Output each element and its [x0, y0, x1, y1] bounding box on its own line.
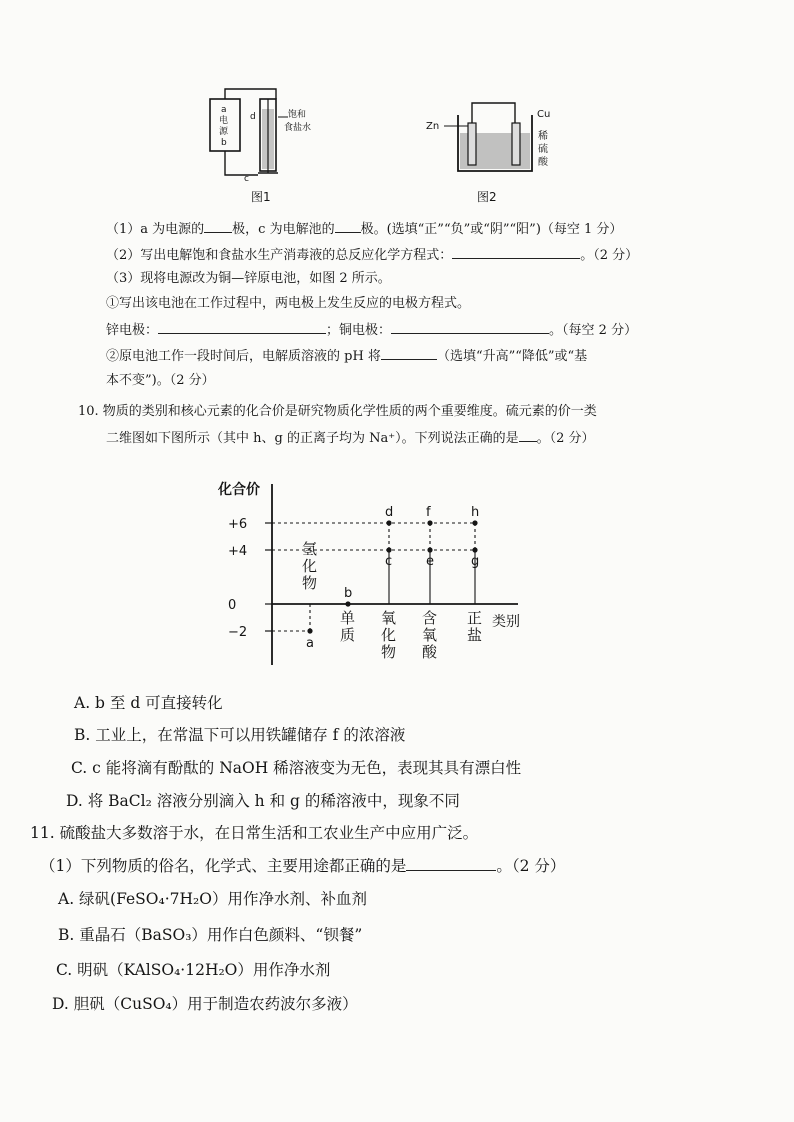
q10-stem-2: [106, 428, 595, 448]
chart-point-c: [386, 547, 391, 552]
answer-blank-q11[interactable]: [406, 857, 496, 871]
q10-stem-1: 10. 物质的类别和核心元素的化合价是研究物质化学性质的两个重要维度。硫元素的价一类: [78, 404, 597, 419]
answer-blank-equation[interactable]: [452, 245, 580, 259]
chart-point-g: [472, 547, 477, 552]
q11-option-a[interactable]: A. 绿矾(FeSO₄·7H₂O）用作净水剂、补血剂: [58, 890, 367, 908]
q9-part1-b: 极，c 为电解池的: [232, 222, 335, 237]
electrolysis-cell-diagram: [200, 85, 320, 200]
q9-part3-2b: （选填“升高”“降低”或“基: [436, 349, 588, 364]
source-letter-yuan: 源: [219, 127, 229, 137]
figure-1-caption: 图1: [251, 190, 271, 204]
chart-point-label-c: c: [385, 554, 393, 569]
solution-label-1: 饱和: [288, 110, 307, 120]
q11-stem: 11. 硫酸盐大多数溶于水，在日常生活和工农业生产中应用广泛。: [30, 824, 479, 842]
chart-point-label-a: a: [306, 636, 314, 651]
q9-each-2-points: 。（每空 2 分）: [549, 323, 638, 338]
label-c: c: [244, 174, 249, 184]
chart-point-f: [427, 520, 432, 525]
q11-option-c[interactable]: C. 明矾（KAlSO₄·12H₂O）用作净水剂: [56, 961, 331, 979]
source-letter-dian: 电: [219, 116, 229, 126]
chart-category-label: 氧: [422, 626, 438, 644]
chart-category-label: 物: [381, 643, 397, 661]
chart-point-label-h: h: [471, 505, 480, 520]
chart-point-h: [472, 520, 477, 525]
zinc-electrode-label: 锌电极：: [106, 323, 159, 338]
chart-point-a: [307, 628, 312, 633]
chart-category-label: 盐: [467, 626, 483, 644]
chart-x-axis-label: 类别: [492, 614, 520, 630]
q9-electrodes: [106, 320, 637, 340]
chart-y-tick-label: 0: [228, 598, 237, 613]
sulfur-valence-chart: [210, 470, 550, 680]
q10-option-a[interactable]: A. b 至 d 可直接转化: [74, 694, 223, 712]
q9-part2-end: 。（2 分）: [580, 248, 639, 263]
chart-category-label: 含: [422, 609, 438, 627]
chart-category-label: 物: [302, 574, 318, 592]
galvanic-cell-diagram: [420, 95, 560, 185]
q9-part1: [106, 219, 622, 239]
label-zn: Zn: [426, 121, 440, 132]
chart-y-tick-label: −2: [228, 625, 248, 640]
q9-part2-text: （2）写出电解饱和食盐水生产消毒液的总反应化学方程式：: [106, 248, 453, 263]
q9-part3-2c: 本不变”)。（2 分）: [106, 373, 215, 388]
q10-option-b[interactable]: B. 工业上，在常温下可以用铁罐储存 f 的浓溶液: [74, 726, 406, 744]
chart-category-label: 正: [467, 609, 483, 627]
q10-stem-2a: 二维图如下图所示（其中 h、g 的正离子均为 Na⁺）。下列说法正确的是: [106, 431, 519, 446]
q9-part3-2a: ②原电池工作一段时间后，电解质溶液的 pH 将: [106, 349, 381, 364]
answer-blank-q10[interactable]: [519, 428, 537, 442]
figure-2-caption: 图2: [477, 190, 497, 204]
solution-label-2: 食盐水: [284, 123, 312, 133]
chart-category-label: 酸: [422, 643, 438, 661]
copper-electrode-label: ；铜电极：: [326, 323, 392, 338]
source-letter-a: a: [221, 105, 227, 115]
answer-blank-copper[interactable]: [391, 320, 549, 334]
answer-blank-a-pole[interactable]: [204, 219, 232, 233]
label-acid-1: 稀: [538, 131, 548, 142]
label-d: d: [250, 112, 256, 122]
chart-y-tick-label: +4: [228, 544, 248, 559]
chart-svg: [210, 470, 550, 680]
q11-part1-b: 。（2 分）: [496, 857, 566, 875]
q9-part3-1: ①写出该电池在工作过程中，两电极上发生反应的电极方程式。: [106, 296, 471, 311]
q10-stem-2b: 。（2 分）: [536, 431, 595, 446]
chart-category-label: 质: [340, 626, 356, 644]
chart-category-label: 氢: [302, 540, 318, 558]
chart-point-label-f: f: [426, 505, 431, 520]
chart-point-b: [345, 601, 350, 606]
q10-option-d[interactable]: D. 将 BaCl₂ 溶液分别滴入 h 和 g 的稀溶液中，现象不同: [66, 792, 460, 810]
label-acid-2: 硫: [538, 144, 548, 155]
q9-part2: [106, 245, 638, 265]
chart-point-label-g: g: [471, 554, 480, 569]
q9-part1-a: （1）a 为电源的: [106, 222, 205, 237]
chart-category-label: 单: [340, 609, 356, 627]
chart-category-label: 氧: [381, 609, 397, 627]
q9-part3-2: [106, 346, 587, 366]
q11-part1: [40, 856, 565, 876]
chart-point-label-d: d: [385, 505, 394, 520]
chart-point-e: [427, 547, 432, 552]
answer-blank-ph[interactable]: [381, 346, 437, 360]
chart-point-label-e: e: [426, 554, 434, 569]
answer-blank-zinc[interactable]: [158, 320, 326, 334]
source-letter-b: b: [221, 138, 227, 148]
figure-1: [200, 85, 320, 200]
chart-y-axis-label: 化合价: [218, 482, 260, 498]
q11-part1-a: （1）下列物质的俗名，化学式、主要用途都正确的是: [40, 857, 407, 875]
chart-point-d: [386, 520, 391, 525]
q11-option-b[interactable]: B. 重晶石（BaSO₃）用作白色颜料、“钡餐”: [58, 926, 363, 944]
answer-blank-c-pole[interactable]: [335, 219, 361, 233]
chart-category-label: 化: [302, 557, 318, 575]
q9-part1-c: 极。(选填“正”“负”或“阴”“阳”)（每空 1 分）: [360, 222, 623, 237]
chart-point-label-b: b: [344, 586, 353, 601]
label-cu: Cu: [537, 109, 551, 120]
chart-category-label: 化: [381, 626, 397, 644]
q9-part3: （3）现将电源改为铜—锌原电池，如图 2 所示。: [106, 271, 391, 286]
q11-option-d[interactable]: D. 胆矾（CuSO₄）用于制造农药波尔多液）: [52, 995, 358, 1013]
q10-option-c[interactable]: C. c 能将滴有酚酞的 NaOH 稀溶液变为无色，表现其具有漂白性: [71, 759, 522, 777]
figure-2: [420, 95, 560, 185]
label-acid-3: 酸: [538, 157, 548, 168]
chart-y-tick-label: +6: [228, 517, 248, 532]
